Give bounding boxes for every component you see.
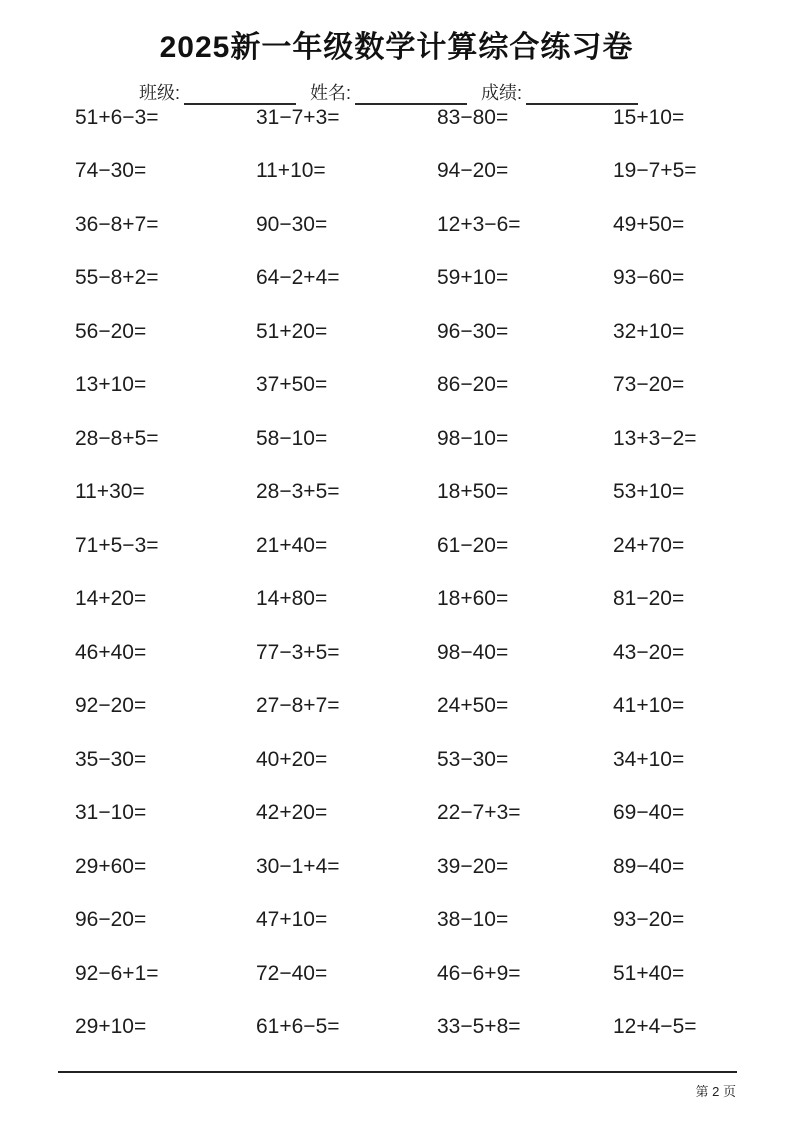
math-problem: 46−6+9= bbox=[437, 961, 521, 985]
score-field-label: 成绩: bbox=[481, 83, 523, 103]
math-problem: 73−20= bbox=[613, 373, 685, 397]
problems-grid bbox=[75, 91, 747, 1054]
math-problem: 41+10= bbox=[613, 694, 685, 718]
math-problem: 11+30= bbox=[75, 480, 145, 504]
math-problem: 34+10= bbox=[613, 747, 685, 771]
math-problem: 13+3−2= bbox=[613, 426, 697, 450]
math-problem: 64−2+4= bbox=[256, 266, 340, 290]
math-problem: 89−40= bbox=[613, 854, 685, 878]
math-problem: 31−7+3= bbox=[256, 105, 340, 129]
math-problem: 77−3+5= bbox=[256, 640, 340, 664]
math-problem: 21+40= bbox=[256, 533, 328, 557]
math-problem: 61+6−5= bbox=[256, 1015, 340, 1039]
math-problem: 55−8+2= bbox=[75, 266, 159, 290]
math-problem: 72−40= bbox=[256, 961, 328, 985]
math-problem: 81−20= bbox=[613, 587, 685, 611]
math-problem: 94−20= bbox=[437, 159, 509, 183]
math-problem: 96−20= bbox=[75, 908, 147, 932]
math-problem: 83−80= bbox=[437, 105, 509, 129]
class-field-label: 班级: bbox=[139, 83, 181, 103]
math-problem: 12+3−6= bbox=[437, 212, 521, 236]
math-problem: 40+20= bbox=[256, 747, 328, 771]
math-problem: 61−20= bbox=[437, 533, 509, 557]
math-problem: 71+5−3= bbox=[75, 533, 159, 557]
math-problem: 28−3+5= bbox=[256, 480, 340, 504]
name-field-label: 姓名: bbox=[310, 83, 352, 103]
footer-divider bbox=[58, 1071, 737, 1073]
math-problem: 96−30= bbox=[437, 319, 509, 343]
math-problem: 47+10= bbox=[256, 908, 328, 932]
math-problem: 31−10= bbox=[75, 801, 147, 825]
math-problem: 92−6+1= bbox=[75, 961, 159, 985]
page-number: 第 2 页 bbox=[695, 1084, 736, 1099]
math-problem: 28−8+5= bbox=[75, 426, 159, 450]
math-problem: 14+20= bbox=[75, 587, 147, 611]
math-problem: 42+20= bbox=[256, 801, 328, 825]
math-problem: 37+50= bbox=[256, 373, 328, 397]
math-problem: 98−40= bbox=[437, 640, 509, 664]
math-problem: 19−7+5= bbox=[613, 159, 697, 183]
math-problem: 27−8+7= bbox=[256, 694, 340, 718]
math-problem: 49+50= bbox=[613, 212, 685, 236]
math-problem: 51+6−3= bbox=[75, 105, 159, 129]
math-problem: 86−20= bbox=[437, 373, 509, 397]
math-problem: 38−10= bbox=[437, 908, 509, 932]
math-problem: 36−8+7= bbox=[75, 212, 159, 236]
math-problem: 18+50= bbox=[437, 480, 509, 504]
math-problem: 90−30= bbox=[256, 212, 328, 236]
math-problem: 33−5+8= bbox=[437, 1015, 521, 1039]
math-problem: 18+60= bbox=[437, 587, 509, 611]
math-problem: 39−20= bbox=[437, 854, 509, 878]
math-problem: 51+40= bbox=[613, 961, 685, 985]
math-problem: 46+40= bbox=[75, 640, 147, 664]
math-problem: 32+10= bbox=[613, 319, 685, 343]
math-problem: 92−20= bbox=[75, 694, 147, 718]
math-problem: 35−30= bbox=[75, 747, 147, 771]
math-problem: 93−20= bbox=[613, 908, 685, 932]
math-problem: 11+10= bbox=[256, 159, 326, 183]
math-problem: 53+10= bbox=[613, 480, 685, 504]
math-problem: 29+60= bbox=[75, 854, 147, 878]
math-problem: 53−30= bbox=[437, 747, 509, 771]
math-problem: 74−30= bbox=[75, 159, 147, 183]
math-problem: 69−40= bbox=[613, 801, 685, 825]
math-problem: 14+80= bbox=[256, 587, 328, 611]
math-problem: 22−7+3= bbox=[437, 801, 521, 825]
math-problem: 43−20= bbox=[613, 640, 685, 664]
page-title: 2025新一年级数学计算综合练习卷 bbox=[159, 31, 634, 64]
math-problem: 29+10= bbox=[75, 1015, 147, 1039]
math-problem: 58−10= bbox=[256, 426, 328, 450]
math-problem: 59+10= bbox=[437, 266, 509, 290]
math-problem: 56−20= bbox=[75, 319, 147, 343]
math-problem: 15+10= bbox=[613, 105, 685, 129]
math-problem: 98−10= bbox=[437, 426, 509, 450]
math-problem: 24+50= bbox=[437, 694, 509, 718]
math-problem: 30−1+4= bbox=[256, 854, 340, 878]
math-problem: 13+10= bbox=[75, 373, 147, 397]
math-problem: 24+70= bbox=[613, 533, 685, 557]
math-problem: 93−60= bbox=[613, 266, 685, 290]
math-problem: 12+4−5= bbox=[613, 1015, 697, 1039]
math-problem: 51+20= bbox=[256, 319, 328, 343]
